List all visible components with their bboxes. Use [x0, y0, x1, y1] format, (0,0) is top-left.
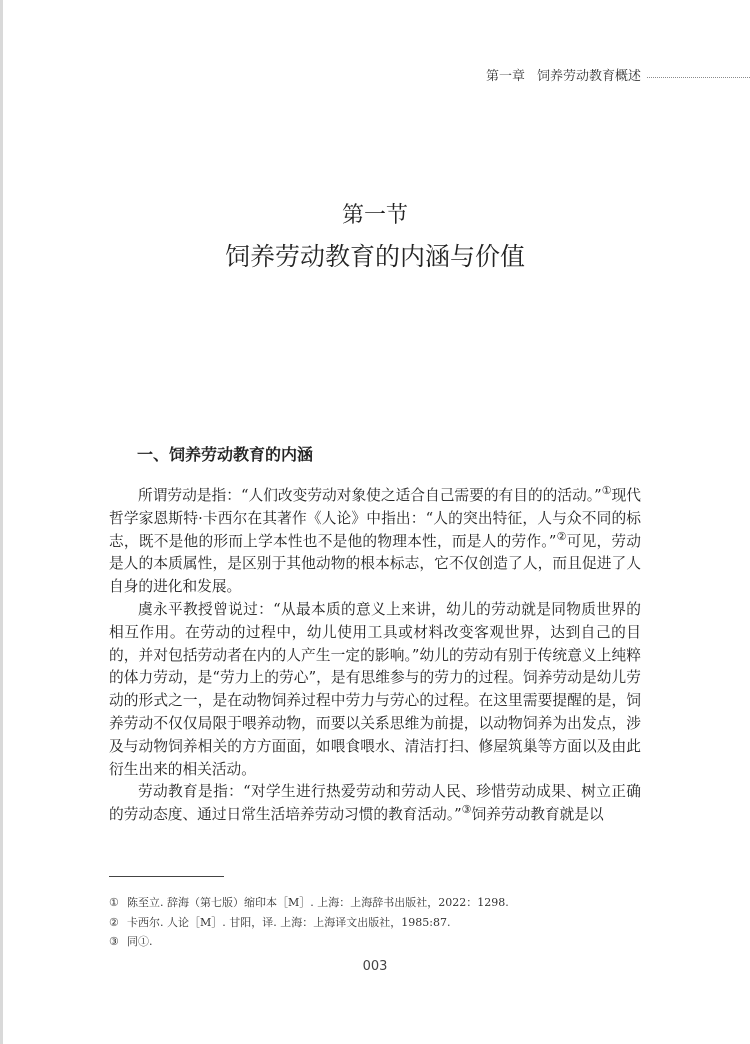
- paragraph: [109, 485, 641, 599]
- subheading: 一、饲养劳动教育的内涵: [137, 445, 314, 464]
- footnote: [109, 932, 649, 952]
- footnote-label: ③: [109, 935, 119, 948]
- footnote-reference: ②: [556, 529, 567, 543]
- section-title: 饲养劳动教育的内涵与价值: [224, 242, 525, 271]
- footnote-label: ①: [109, 896, 119, 909]
- page-edge: [0, 0, 3, 1044]
- paragraph-text: 劳动教育是指：“对学生进行热爱劳动和劳动人民、珍惜劳动成果、树立正确的劳动态度、通过日常生活培养劳动习惯的教育活动。”: [109, 783, 641, 824]
- footnote-reference: ①: [601, 484, 612, 498]
- paragraph: [109, 781, 641, 827]
- section-number: 第一节: [341, 203, 408, 228]
- footnote: [109, 913, 649, 933]
- paragraph-text: 现代哲学家恩斯特·卡西尔在其著作《人论》中指出：“人的突出特征，人与众不同的标志，既不是他的形而上学本性也不是他的物理本性，而是人的劳作。”: [109, 487, 641, 550]
- page-number: 003: [362, 959, 388, 974]
- footnote-text: 陈至立. 辞海（第七版）缩印本［M］. 上海：上海辞书出版社，2022：1298.: [127, 896, 509, 909]
- paragraph-text: 所谓劳动是指：“人们改变劳动对象使之适合自己需要的有目的的活动。”: [138, 487, 602, 504]
- footnote: [109, 893, 649, 913]
- header-dot-leader: [647, 77, 750, 78]
- running-header: [486, 64, 750, 84]
- chapter-title: 饲养劳动教育概述: [537, 68, 642, 84]
- footnote-text: 同①.: [127, 935, 153, 948]
- footnote-label: ②: [109, 915, 119, 929]
- footnote-text: 卡西尔. 人论［M］. 甘阳，译. 上海：上海译文出版社，1985:87.: [127, 915, 451, 929]
- paragraph-text: 虞永平教授曾说过：“从最本质的意义上来讲，幼儿的劳动就是同物质世界的相互作用。在劳动的过程中，幼儿使用工具或材料改变客观世界，达到自己的目的，并对包括劳动者在内的人产生一定的影响。”幼儿的劳动有别于传统意义上纯粹的体力劳动，是“劳力上的劳心”，是有思维参与的劳力的过程。饲养劳动是幼儿劳动的形式之一，是在动物饲养过程中劳力与劳心的过程。在这里需要提醒的是，饲养劳动不仅仅局限于喂养动物，而要以关系思维为前提，以动物饲养为出发点，涉及与动物饲养相关的方方面面，如喂食喂水、清洁打扫、修屋筑巢等方面以及由此衍生出来的相关活动。: [109, 600, 641, 778]
- paragraph-text: 饲养劳动教育就是以: [471, 806, 604, 824]
- body-text: [109, 485, 641, 827]
- footnote-divider: [109, 876, 224, 877]
- chapter-number: 第一章: [486, 68, 526, 84]
- footnote-reference: ③: [461, 803, 472, 817]
- paragraph-text: 可见，劳动是人的本质属性，是区别于其他动物的根本标志，它不仅创造了人，而且促进了人自身的进化和发展。: [109, 532, 641, 596]
- footnotes: [109, 893, 649, 952]
- paragraph: [109, 599, 641, 781]
